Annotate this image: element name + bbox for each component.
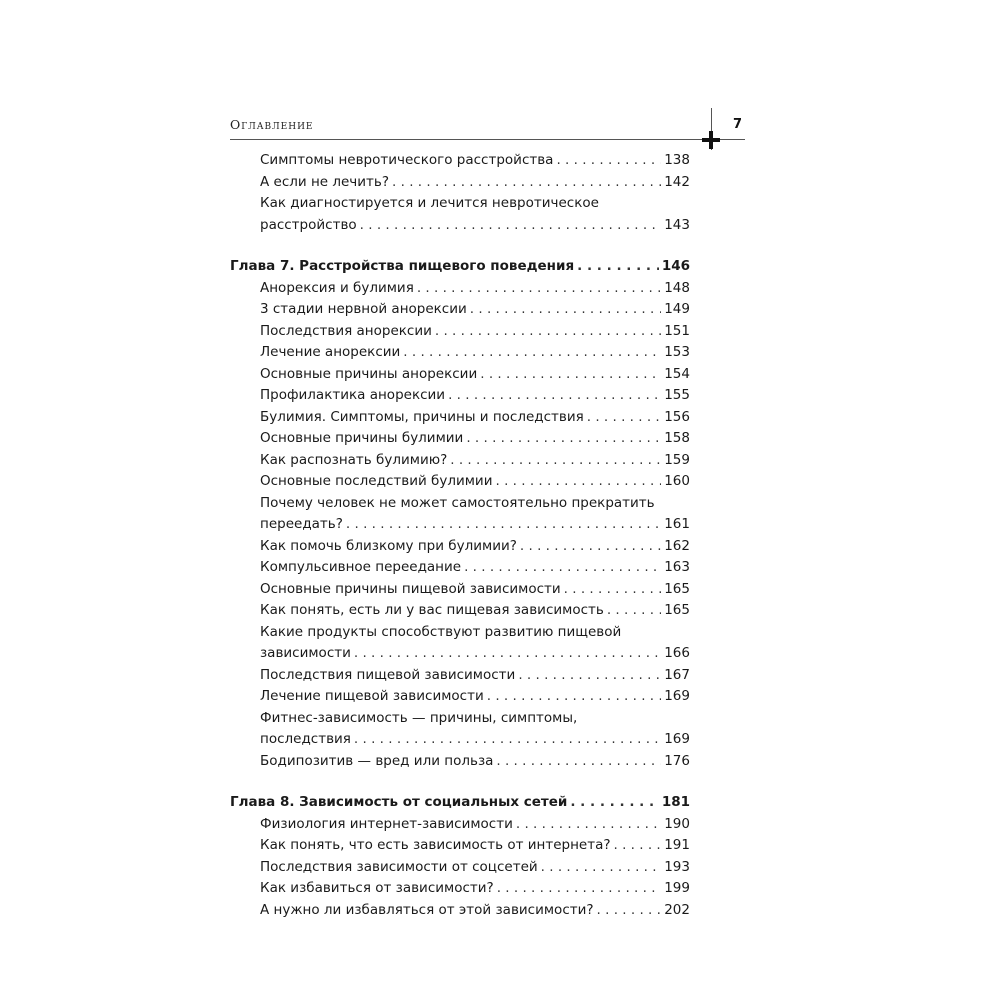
toc-entry-title: зависимости — [260, 645, 351, 661]
toc-entry-title: последствия — [260, 731, 351, 747]
toc-entry-title: Основные причины анорексии — [260, 365, 478, 382]
toc-entry-title: Анорексия и булимия — [260, 279, 414, 296]
toc-entry-page: 149 — [664, 301, 690, 317]
toc-entry-page: 155 — [664, 387, 690, 403]
page-number: 7 — [733, 117, 743, 132]
leader-dots — [417, 278, 661, 300]
toc-entry-page: 148 — [664, 279, 690, 296]
toc-entry-title: Основные причины пищевой зависимости — [260, 580, 561, 597]
leader-dots — [556, 150, 661, 172]
toc-entry-title: Последствия зависимости от соцсетей — [260, 858, 538, 875]
toc-entry[interactable] — [260, 364, 690, 386]
toc-entry-title: расстройство — [260, 216, 357, 233]
toc-entry[interactable] — [260, 407, 690, 429]
toc-entry[interactable] — [260, 471, 690, 493]
toc-entry-title: А нужно ли избавляться от этой зависимости? — [260, 901, 594, 918]
toc-entry-page: 162 — [664, 537, 690, 554]
header-rule — [230, 139, 745, 140]
leader-dots — [587, 407, 661, 429]
toc-entry-title-line1[interactable]: Фитнес-зависимость — причины, симптомы, — [260, 709, 578, 726]
toc-entry[interactable] — [260, 643, 690, 665]
toc-entry-title: Как распознать булимию? — [260, 451, 448, 468]
toc-entry[interactable] — [260, 686, 690, 708]
toc-entry[interactable] — [260, 751, 690, 773]
toc-entry-page: 154 — [664, 365, 690, 382]
leader-dots — [518, 665, 661, 687]
toc-entry-page: 160 — [664, 473, 690, 489]
toc-entry[interactable] — [260, 900, 690, 922]
toc-entry[interactable] — [260, 665, 690, 687]
toc-entry-page: 190 — [664, 815, 690, 832]
toc-entry-title: Как избавиться от зависимости? — [260, 880, 494, 896]
toc-entry-page: 166 — [664, 645, 690, 661]
leader-dots — [346, 514, 661, 536]
registration-cross-icon — [702, 131, 720, 149]
chapter-title: Глава 8. Зависимость от социальных сетей — [230, 794, 568, 810]
toc-entry-title: Лечение анорексии — [260, 344, 401, 360]
toc-entry[interactable] — [260, 215, 690, 237]
leader-dots — [516, 814, 661, 836]
toc-entry[interactable] — [260, 878, 690, 900]
toc-entry-title: А если не лечить? — [260, 173, 390, 190]
toc-entry-title: Симптомы невротического расстройства — [260, 152, 554, 168]
toc-entry-title: Последствия пищевой зависимости — [260, 666, 516, 683]
chapter-heading[interactable] — [230, 256, 690, 278]
toc-entry-page: 193 — [664, 858, 690, 875]
toc-entry[interactable] — [260, 557, 690, 579]
toc-entry-title-line1[interactable]: Почему человек не может самостоятельно прекратить — [260, 494, 655, 511]
toc-entry-page: 158 — [664, 430, 690, 446]
toc-entry[interactable] — [260, 536, 690, 558]
leader-dots — [360, 215, 662, 237]
toc-entry-title: Как помочь близкому при булимии? — [260, 537, 517, 554]
toc-entry-page: 159 — [664, 451, 690, 468]
leader-dots — [597, 900, 662, 922]
toc-entry-page: 156 — [664, 408, 690, 425]
chapter-page: 146 — [661, 258, 690, 274]
toc-entry[interactable] — [260, 385, 690, 407]
leader-dots — [570, 792, 658, 814]
toc-entry-page: 169 — [664, 688, 690, 704]
leader-dots — [564, 579, 662, 601]
leader-dots — [520, 536, 661, 558]
toc-entry-page: 176 — [664, 752, 690, 769]
leader-dots — [480, 364, 661, 386]
toc-entry[interactable] — [260, 600, 690, 622]
toc-entry-title: Бодипозитив — вред или польза — [260, 752, 494, 769]
toc-entry[interactable] — [260, 150, 690, 172]
toc-entry-title: Основные последствий булимии — [260, 473, 493, 489]
leader-dots — [403, 342, 661, 364]
toc-entry-title: 3 стадии нервной анорексии — [260, 301, 467, 317]
toc-chapter-8 — [230, 792, 690, 921]
leader-dots — [435, 321, 661, 343]
toc-entry[interactable] — [260, 514, 690, 536]
leader-dots — [464, 557, 661, 579]
leader-dots — [495, 471, 661, 493]
toc-entry[interactable] — [260, 321, 690, 343]
leader-dots — [470, 299, 661, 321]
leader-dots — [392, 172, 661, 194]
toc-entry-page: 153 — [664, 344, 690, 360]
leader-dots — [354, 643, 661, 665]
running-title: Оглавление — [230, 117, 314, 132]
leader-dots — [466, 428, 661, 450]
toc-entry-title: переедать? — [260, 516, 343, 532]
toc-entry[interactable] — [260, 172, 690, 194]
toc-entry[interactable] — [260, 729, 690, 751]
leader-dots — [487, 686, 661, 708]
leader-dots — [496, 751, 661, 773]
toc-entry-title: Основные причины булимии — [260, 430, 464, 446]
toc-entry-page: 161 — [664, 516, 690, 532]
chapter-title: Глава 7. Расстройства пищевого поведения — [230, 258, 575, 274]
toc-entry[interactable] — [260, 428, 690, 450]
toc-entry[interactable] — [260, 299, 690, 321]
toc-entry[interactable] — [260, 450, 690, 472]
toc-entry-title: Профилактика анорексии — [260, 387, 446, 403]
toc-section-continued — [230, 150, 690, 236]
toc-entry-title: Как понять, есть ли у вас пищевая зависимость — [260, 602, 604, 618]
toc-chapter-7 — [230, 256, 690, 772]
toc-entry[interactable] — [260, 579, 690, 601]
toc-entry-page: 138 — [664, 152, 690, 168]
leader-dots — [450, 450, 661, 472]
toc-entry-page: 199 — [664, 880, 690, 896]
toc-entry[interactable] — [260, 857, 690, 879]
toc-entry-title: Компульсивное переедание — [260, 559, 462, 575]
toc-entry-page: 169 — [664, 731, 690, 747]
toc-entry-page: 167 — [664, 666, 690, 683]
toc-entry[interactable] — [260, 278, 690, 300]
toc-entry-title: Булимия. Симптомы, причины и последствия — [260, 408, 584, 425]
toc-entry-page: 151 — [664, 322, 690, 339]
toc-entry-page: 165 — [664, 580, 690, 597]
toc-entry-title-line1[interactable]: Как диагностируется и лечится невротическое — [260, 195, 599, 211]
toc-entry-page: 163 — [664, 559, 690, 575]
toc-entry-page: 191 — [664, 837, 690, 853]
toc-entry[interactable] — [260, 835, 690, 857]
leader-dots — [614, 835, 662, 857]
toc-entry[interactable] — [260, 814, 690, 836]
leader-dots — [577, 256, 659, 278]
table-of-contents — [230, 150, 690, 921]
leader-dots — [607, 600, 661, 622]
toc-entry-page: 143 — [664, 216, 690, 233]
toc-entry-title: Лечение пищевой зависимости — [260, 688, 484, 704]
toc-entry-page: 142 — [664, 173, 690, 190]
chapter-page: 181 — [661, 794, 690, 810]
leader-dots — [354, 729, 661, 751]
toc-entry-title: Физиология интернет-зависимости — [260, 815, 513, 832]
toc-entry[interactable] — [260, 342, 690, 364]
leader-dots — [497, 878, 662, 900]
leader-dots — [541, 857, 662, 879]
toc-entry-page: 202 — [664, 901, 690, 918]
leader-dots — [448, 385, 661, 407]
chapter-heading[interactable] — [230, 792, 690, 814]
toc-entry-page: 165 — [664, 602, 690, 618]
toc-entry-title: Последствия анорексии — [260, 322, 432, 339]
toc-entry-title-line1[interactable]: Какие продукты способствуют развитию пищевой — [260, 623, 622, 640]
toc-entry-title: Как понять, что есть зависимость от интернета? — [260, 837, 611, 853]
